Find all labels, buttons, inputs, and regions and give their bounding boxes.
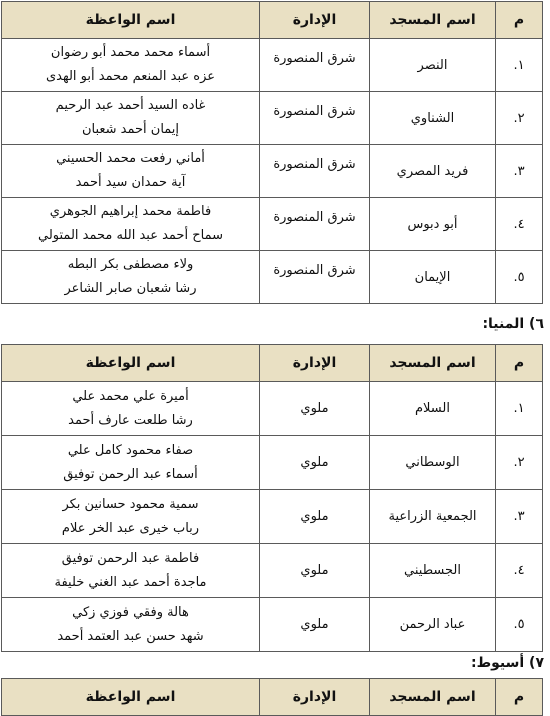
section-title-minya: ٦) المنيا: — [482, 316, 544, 332]
header-mosque: اسم المسجد — [370, 2, 496, 39]
table-mansoura-east — [1, 1, 543, 304]
preacher-cell — [2, 382, 260, 436]
admin-cell — [260, 145, 370, 198]
table-row — [2, 490, 543, 544]
preacher-name: أماني رفعت محمد الحسيني — [56, 151, 205, 166]
header-preacher: اسم الواعظة — [2, 345, 260, 382]
admin-cell — [260, 39, 370, 92]
preacher-cell — [2, 544, 260, 598]
table-row — [2, 436, 543, 490]
preacher-name: رشا شعبان صابر الشاعر — [64, 281, 197, 296]
row-number: ٤. — [496, 544, 543, 598]
table-row — [2, 39, 543, 92]
mosque-name: النصر — [370, 39, 496, 92]
preacher-name: سماح أحمد عبد الله محمد المتولي — [38, 228, 223, 243]
preacher-name: رشا طلعت عارف أحمد — [68, 412, 193, 428]
preacher-name: أميرة علي محمد علي — [72, 388, 189, 404]
table-row — [2, 598, 543, 652]
preacher-cell — [2, 92, 260, 145]
row-number: ٤. — [496, 198, 543, 251]
admin-name: ملوي — [260, 598, 370, 652]
table-row — [2, 145, 543, 198]
row-number: ٥. — [496, 598, 543, 652]
admin-name: ملوي — [260, 490, 370, 544]
section-title-assiut: ٧) أسيوط: — [470, 655, 544, 671]
header-mosque: اسم المسجد — [370, 679, 496, 716]
table-row — [2, 544, 543, 598]
table-header-row — [2, 679, 543, 716]
admin-cell — [260, 198, 370, 251]
header-admin: الإدارة — [260, 2, 370, 39]
preacher-name: أسماء محمد محمد أبو رضوان — [50, 45, 211, 60]
table-header-row — [2, 2, 543, 39]
mosque-name: فريد المصري — [370, 145, 496, 198]
row-number: ٥. — [496, 251, 543, 304]
preacher-cell — [2, 598, 260, 652]
preacher-name: ماجدة أحمد عبد الغني خليفة — [54, 574, 207, 590]
table-row — [2, 198, 543, 251]
mosque-name: الجسطيني — [370, 544, 496, 598]
admin-name: شرق المنصورة — [273, 209, 356, 225]
mosque-name: عباد الرحمن — [370, 598, 496, 652]
preacher-cell — [2, 39, 260, 92]
preacher-name: صفاء محمود كامل علي — [67, 442, 194, 458]
admin-name: ملوي — [260, 436, 370, 490]
table-minya — [1, 344, 543, 652]
table-row — [2, 382, 543, 436]
preacher-cell — [2, 490, 260, 544]
preacher-name: رباب خيرى عبد الخر علام — [61, 520, 200, 536]
header-admin: الإدارة — [260, 679, 370, 716]
admin-name: ملوي — [260, 544, 370, 598]
row-number: ٣. — [496, 145, 543, 198]
preacher-cell — [2, 145, 260, 198]
preacher-cell — [2, 251, 260, 304]
row-number: ١. — [496, 39, 543, 92]
preacher-name: آية حمدان سيد أحمد — [75, 175, 186, 190]
mosque-name: السلام — [370, 382, 496, 436]
admin-name: شرق المنصورة — [273, 262, 356, 278]
mosque-name: أبو دبوس — [370, 198, 496, 251]
preacher-name: إيمان أحمد شعبان — [81, 122, 180, 137]
admin-name: ملوي — [260, 382, 370, 436]
header-preacher: اسم الواعظة — [2, 679, 260, 716]
row-number: ٣. — [496, 490, 543, 544]
mosque-name: الإيمان — [370, 251, 496, 304]
mosque-name: الشناوي — [370, 92, 496, 145]
header-num: م — [496, 345, 543, 382]
header-num: م — [496, 679, 543, 716]
admin-name: شرق المنصورة — [273, 50, 356, 66]
preacher-name: فاطمة محمد إبراهيم الجوهري — [49, 204, 212, 219]
row-number: ٢. — [496, 436, 543, 490]
admin-cell — [260, 251, 370, 304]
preacher-name: سمية محمود حسانين بكر — [62, 496, 199, 512]
preacher-name: غاده السيد أحمد عبد الرحيم — [55, 98, 206, 113]
preacher-name: عزه عبد المنعم محمد أبو الهدى — [45, 69, 216, 84]
preacher-cell — [2, 198, 260, 251]
header-mosque: اسم المسجد — [370, 345, 496, 382]
preacher-name: أسماء عبد الرحمن توفيق — [63, 466, 198, 482]
table-assiut — [1, 678, 543, 716]
table-row — [2, 92, 543, 145]
row-number: ٢. — [496, 92, 543, 145]
row-number: ١. — [496, 382, 543, 436]
header-admin: الإدارة — [260, 345, 370, 382]
header-num: م — [496, 2, 543, 39]
preacher-name: هالة وفقي فوزي زكي — [72, 604, 189, 620]
table-header-row — [2, 345, 543, 382]
header-preacher: اسم الواعظة — [2, 2, 260, 39]
table-row — [2, 251, 543, 304]
mosque-name: الوسطاني — [370, 436, 496, 490]
admin-name: شرق المنصورة — [273, 103, 356, 119]
mosque-name: الجمعية الزراعية — [370, 490, 496, 544]
preacher-name: شهد حسن عبد العتمد أحمد — [57, 628, 204, 644]
preacher-name: ولاء مصطفى بكر البطه — [67, 257, 194, 272]
preacher-name: فاطمة عبد الرحمن توفيق — [61, 550, 200, 566]
admin-cell — [260, 92, 370, 145]
admin-name: شرق المنصورة — [273, 156, 356, 172]
preacher-cell — [2, 436, 260, 490]
